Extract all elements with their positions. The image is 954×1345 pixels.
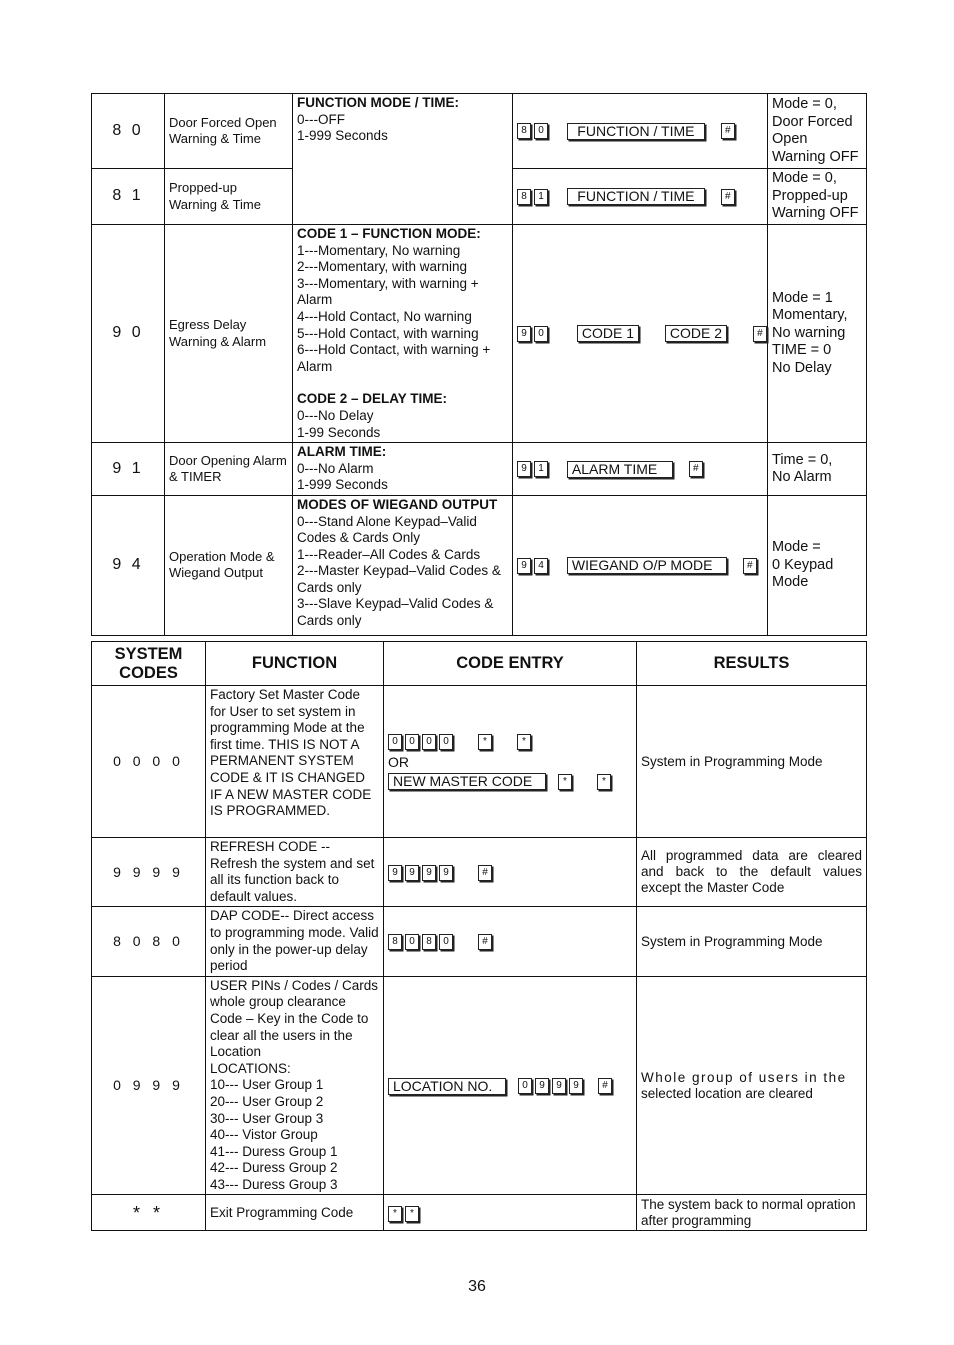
hash-key: #	[478, 934, 492, 950]
function-name: Propped-up Warning & Time	[165, 169, 293, 225]
system-code: * *	[92, 1195, 206, 1231]
result: System in Programming Mode	[637, 686, 867, 838]
hash-key: #	[743, 558, 757, 574]
star-key: *	[597, 774, 611, 790]
key: 8	[517, 123, 531, 139]
entry-field-box: CODE 1	[577, 325, 639, 342]
function-name: Door Opening Alarm & TIMER	[165, 443, 293, 496]
key: 9	[552, 1078, 566, 1094]
code-entry	[513, 495, 768, 635]
hash-key: #	[478, 865, 492, 881]
result: Mode = 1 Momentary, No warning TIME = 0 No Delay	[768, 225, 867, 443]
key: 9	[422, 865, 436, 881]
function-description: Exit Programming Code	[206, 1195, 384, 1231]
function-description: USER PINs / Codes / Cards whole group clearance Code – Key in the Code to clear all the users in the Location LOCATIONS: 10--- User Group 1 20--- User Group 2 30--- User Group 3 40--- Vistor Group 41--- Duress Group 1 42--- Duress Group 2 43--- Duress Group 3	[206, 976, 384, 1195]
result: Whole group of users in the selected location are cleared	[637, 976, 867, 1195]
key: 0	[518, 1078, 532, 1094]
key: 9	[439, 865, 453, 881]
key: 8	[422, 934, 436, 950]
table-row	[92, 443, 867, 496]
key: 0	[405, 934, 419, 950]
entry-field-box: CODE 2	[665, 325, 727, 342]
result: Mode = 0, Door Forced Open Warning OFF	[768, 94, 867, 169]
hash-key: #	[753, 326, 767, 342]
entry-field-box: NEW MASTER CODE	[388, 773, 546, 790]
location-code: 9 0	[92, 225, 165, 443]
star-key: *	[405, 1206, 419, 1222]
or-text: OR	[388, 753, 409, 770]
star-key: *	[517, 734, 531, 750]
star-key: *	[478, 734, 492, 750]
key: 1	[534, 461, 548, 477]
key: 9	[569, 1078, 583, 1094]
key: 0	[405, 734, 419, 750]
function-name: Operation Mode & Wiegand Output	[165, 495, 293, 635]
key: 9	[517, 461, 531, 477]
page-number: 36	[468, 1278, 486, 1295]
key: 9	[535, 1078, 549, 1094]
hash-key: #	[689, 461, 703, 477]
table-row	[92, 907, 867, 976]
table-row	[92, 1195, 867, 1231]
hash-key: #	[598, 1078, 612, 1094]
key: 0	[439, 934, 453, 950]
programming-table-1	[91, 93, 867, 636]
code-entry	[513, 169, 768, 225]
hash-key: #	[721, 189, 735, 205]
key: 8	[388, 934, 402, 950]
key: 9	[388, 865, 402, 881]
result: Time = 0, No Alarm	[768, 443, 867, 496]
system-code: 0 9 9 9	[92, 976, 206, 1195]
function-description: FUNCTION MODE / TIME: 0---OFF 1-999 Seconds	[293, 94, 513, 225]
table-row	[92, 976, 867, 1195]
header-function: FUNCTION	[206, 642, 384, 686]
result: All programmed data are cleared and back to the default values except the Master Code	[637, 838, 867, 907]
header-row	[92, 642, 867, 686]
function-name: Egress Delay Warning & Alarm	[165, 225, 293, 443]
function-description: CODE 1 – FUNCTION MODE: 1---Momentary, No warning 2---Momentary, with warning 3---Momentary, with warning + Alarm 4---Hold Contact, No warning 5---Hold Contact, with warning 6---Hold Contact, with warning + Alarm CODE 2 – DELAY TIME: 0---No Delay 1-99 Seconds	[293, 225, 513, 443]
result: System in Programming Mode	[637, 907, 867, 976]
result: Mode = 0 Keypad Mode	[768, 495, 867, 635]
system-code: 8 0 8 0	[92, 907, 206, 976]
location-code: 9 4	[92, 495, 165, 635]
system-codes-table	[91, 641, 867, 1231]
function-name: Door Forced Open Warning & Time	[165, 94, 293, 169]
header-results: RESULTS	[637, 642, 867, 686]
key: 0	[534, 326, 548, 342]
hash-key: #	[721, 123, 735, 139]
key: 9	[517, 326, 531, 342]
function-description: DAP CODE-- Direct access to programming mode. Valid only in the power-up delay period	[206, 907, 384, 976]
function-description: Factory Set Master Code for User to set system in programming Mode at the first time. THIS IS NOT A PERMANENT SYSTEM CODE & IT IS CHANGED IF A NEW MASTER CODE IS PROGRAMMED.	[206, 686, 384, 838]
table-row	[92, 686, 867, 838]
key: 0	[388, 734, 402, 750]
entry-field-box: WIEGAND O/P MODE	[567, 557, 727, 574]
system-code: 0 0 0 0	[92, 686, 206, 838]
key: 8	[517, 189, 531, 205]
code-entry	[513, 94, 768, 169]
key: 9	[517, 558, 531, 574]
star-key: *	[558, 774, 572, 790]
function-description: MODES OF WIEGAND OUTPUT 0---Stand Alone Keypad–Valid Codes & Cards Only 1---Reader–All Codes & Cards 2---Master Keypad–Valid Codes & Cards only 3---Slave Keypad–Valid Codes & Cards only	[293, 495, 513, 635]
key: 0	[534, 123, 548, 139]
code-entry	[384, 976, 637, 1195]
table-row	[92, 225, 867, 443]
code-entry	[513, 225, 768, 443]
code-entry	[384, 1195, 637, 1231]
key: 0	[439, 734, 453, 750]
key: 0	[422, 734, 436, 750]
result: Mode = 0, Propped-up Warning OFF	[768, 169, 867, 225]
location-code: 8 1	[92, 169, 165, 225]
code-entry	[513, 443, 768, 496]
header-code-entry: CODE ENTRY	[384, 642, 637, 686]
entry-field-box: FUNCTION / TIME	[567, 188, 705, 205]
table-row	[92, 94, 867, 169]
result: The system back to normal opration after programming	[637, 1195, 867, 1231]
function-description: REFRESH CODE -- Refresh the system and set all its function back to default values.	[206, 838, 384, 907]
key: 4	[534, 558, 548, 574]
function-description: ALARM TIME: 0---No Alarm 1-999 Seconds	[293, 443, 513, 496]
location-code: 9 1	[92, 443, 165, 496]
code-entry	[384, 907, 637, 976]
key: 9	[405, 865, 419, 881]
entry-field-box: FUNCTION / TIME	[567, 123, 705, 140]
system-code: 9 9 9 9	[92, 838, 206, 907]
entry-field-box: ALARM TIME	[567, 461, 673, 478]
table-row	[92, 495, 867, 635]
location-code: 8 0	[92, 94, 165, 169]
header-system-codes: SYSTEM CODES	[92, 642, 206, 686]
star-key: *	[388, 1206, 402, 1222]
entry-field-box: LOCATION NO.	[388, 1078, 506, 1095]
code-entry	[384, 838, 637, 907]
table-row	[92, 838, 867, 907]
code-entry	[384, 686, 637, 838]
key: 1	[534, 189, 548, 205]
